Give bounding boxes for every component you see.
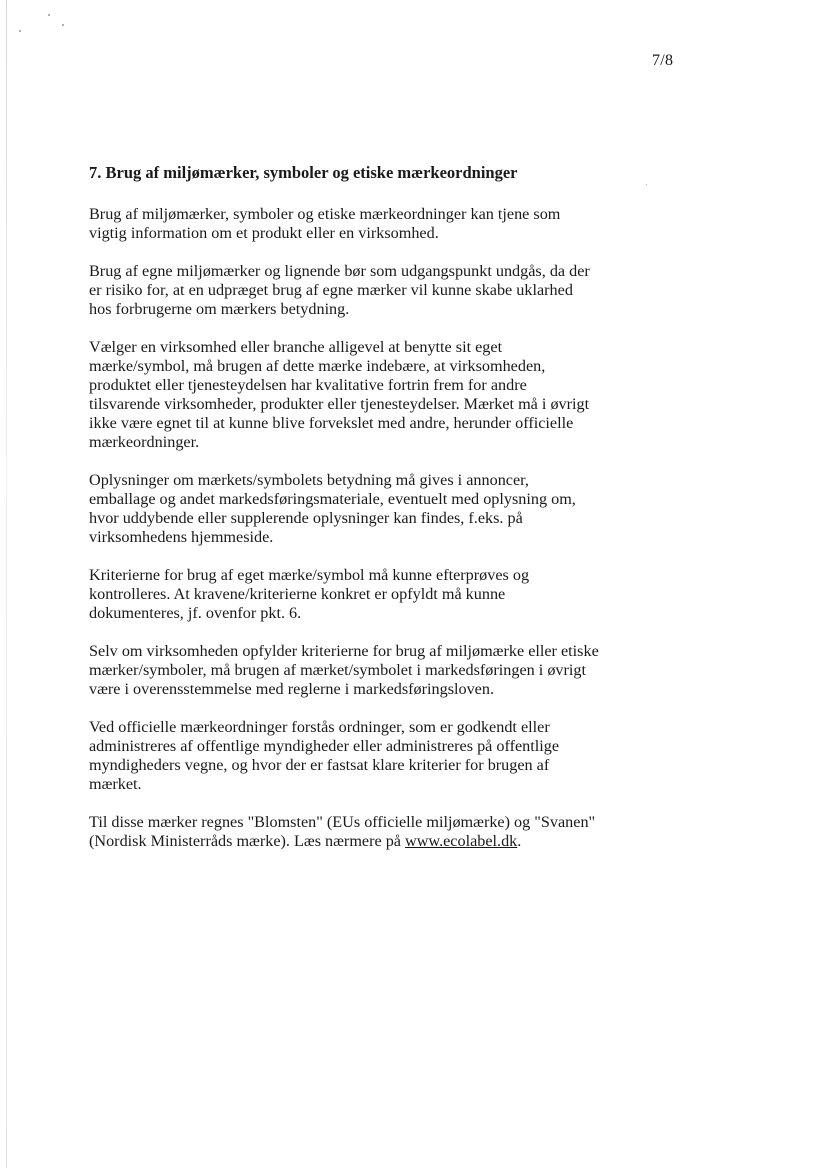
paragraph-text: Til disse mærker regnes "Blomsten" (EUs officielle miljømærke) og "Svanen" (Nordisk Ministerråds mærke). Læs nærmere på — [89, 813, 596, 850]
paragraph: Oplysninger om mærkets/symbolets betydning må gives i annoncer, emballage og andet markedsføringsmateriale, eventuelt med oplysning om, hvor uddybende eller supplerende oplysninger kan findes, f.eks. på virksomhedens hjemmeside. — [89, 471, 576, 546]
scan-speck — [62, 24, 64, 26]
page-number: 7/8 — [652, 52, 674, 69]
scan-speck — [646, 184, 647, 185]
paragraph: Selv om virksomheden opfylder kriterierne for brug af miljømærke eller etiske mærker/symboler, må brugen af mærket/symbolet i markedsføringen i øvrigt være i overensstemmelse med reglerne i markedsføringsloven. — [89, 642, 599, 698]
document-body — [89, 163, 599, 870]
paragraph: Brug af miljømærker, symboler og etiske mærkeordninger kan tjene som vigtig information om et produkt eller en virksomhed. — [89, 205, 561, 242]
scan-edge — [6, 0, 7, 1168]
paragraph: Kriterierne for brug af eget mærke/symbol må kunne efterprøves og kontrolleres. At kravene/kriterierne konkret er opfyldt må kunne dokumenteres, jf. ovenfor pkt. 6. — [89, 566, 530, 622]
ecolabel-link[interactable]: www.ecolabel.dk — [405, 832, 518, 850]
scan-speck — [48, 14, 50, 16]
section-heading: 7. Brug af miljømærker, symboler og etiske mærkeordninger — [89, 163, 518, 182]
paragraph: Vælger en virksomhed eller branche alligevel at benytte sit eget mærke/symbol, må brugen af dette mærke indebære, at virksomheden, produktet eller tjenesteydelsen har kvalitative fortrin frem for andre tilsvarende virksomheder, produkter eller tjenesteydelser. Mærket må i øvrigt ikke være egnet til at kunne blive forvekslet med andre, herunder officielle mærkeordninger. — [89, 338, 590, 451]
paragraph-with-link — [89, 813, 599, 851]
paragraph: Ved officielle mærkeordninger forstås ordninger, som er godkendt eller administreres af offentlige myndigheder eller administreres på offentlige myndigheders vegne, og hvor der er fastsat klare kriterier for brugen af mærket. — [89, 718, 560, 793]
paragraph-suffix: . — [517, 832, 522, 850]
paragraph: Brug af egne miljømærker og lignende bør som udgangspunkt undgås, da der er risiko for, at en udpræget brug af egne mærker vil kunne skabe uklarhed hos forbrugerne om mærkers betydning. — [89, 262, 590, 318]
scan-speck — [19, 30, 21, 32]
